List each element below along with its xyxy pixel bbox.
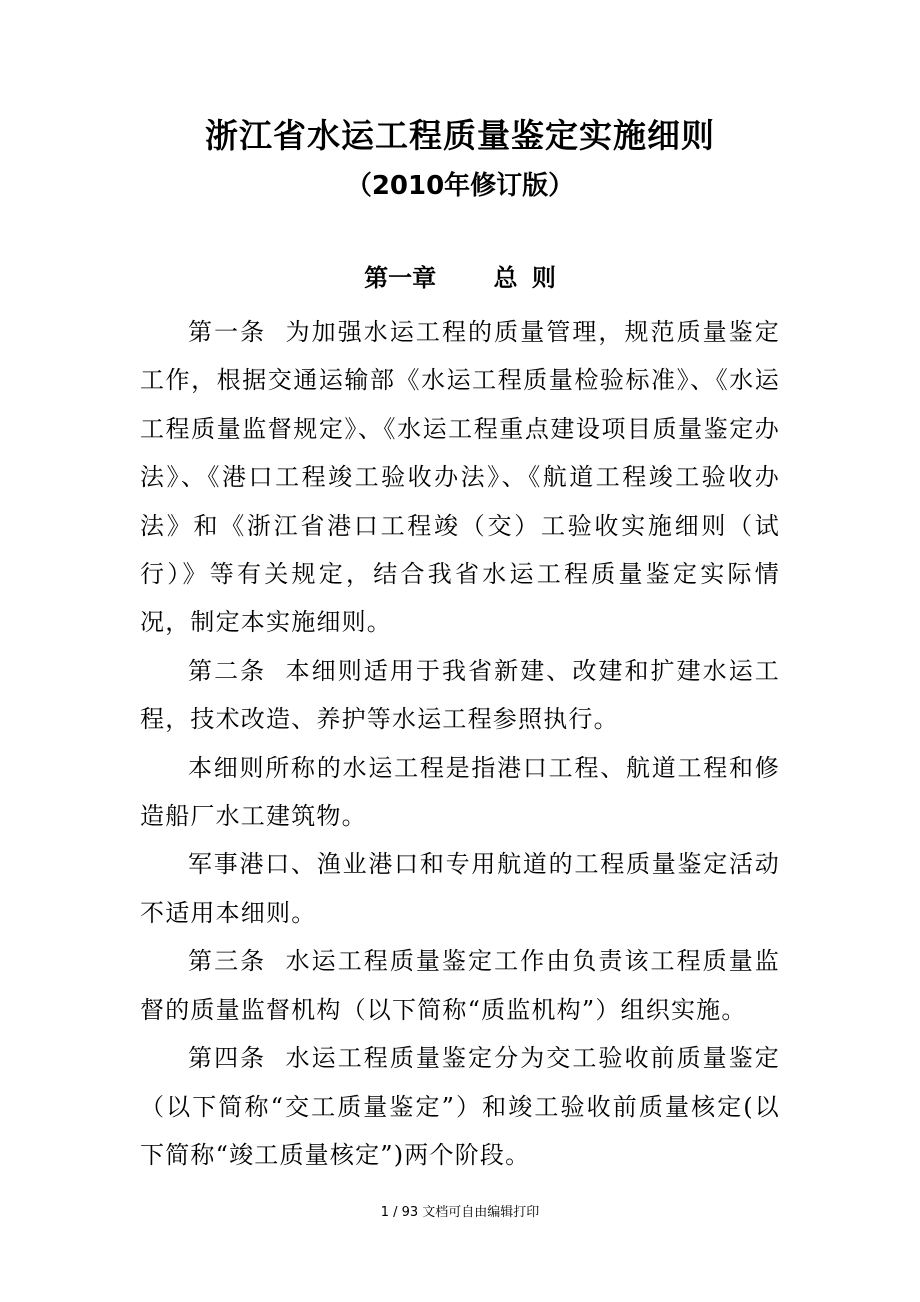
paragraph-article-3: 第三条 水运工程质量鉴定工作由负责该工程质量监督的质量监督机构（以下简称“质监机构”）组织实施。 xyxy=(140,947,780,1024)
document-body xyxy=(140,308,780,1179)
document-title: 浙江省水运工程质量鉴定实施细则 xyxy=(205,116,715,155)
paragraph-scope-exclusion: 军事港口、渔业港口和专用航道的工程质量鉴定活动不适用本细则。 xyxy=(140,850,780,927)
document-subtitle: （2010年修订版） xyxy=(345,171,575,201)
page-footer: 1 / 93 文档可自由编辑打印 xyxy=(380,1205,540,1220)
paragraph-article-4: 第四条 水运工程质量鉴定分为交工验收前质量鉴定（以下简称“交工质量鉴定”）和竣工验收前质量核定(以下简称“竣工质量核定”)两个阶段。 xyxy=(140,1044,780,1169)
paragraph-scope-definition: 本细则所称的水运工程是指港口工程、航道工程和修造船厂水工建筑物。 xyxy=(140,753,780,831)
chapter-heading: 第一章 总 则 xyxy=(364,264,556,292)
paragraph-article-2: 第二条 本细则适用于我省新建、改建和扩建水运工程，技术改造、养护等水运工程参照执行。 xyxy=(140,656,780,734)
paragraph-article-1: 第一条 为加强水运工程的质量管理，规范质量鉴定工作，根据交通运输部《水运工程质量检验标准》、《水运工程质量监督规定》、《水运工程重点建设项目质量鉴定办法》、《港口工程竣工验收办法》、《航道工程竣工验收办法》和《浙江省港口工程竣（交）工验收实施细则（试行）》等有关规定，结合我省水运工程质量鉴定实际情况，制定本实施细则。 xyxy=(140,318,780,637)
